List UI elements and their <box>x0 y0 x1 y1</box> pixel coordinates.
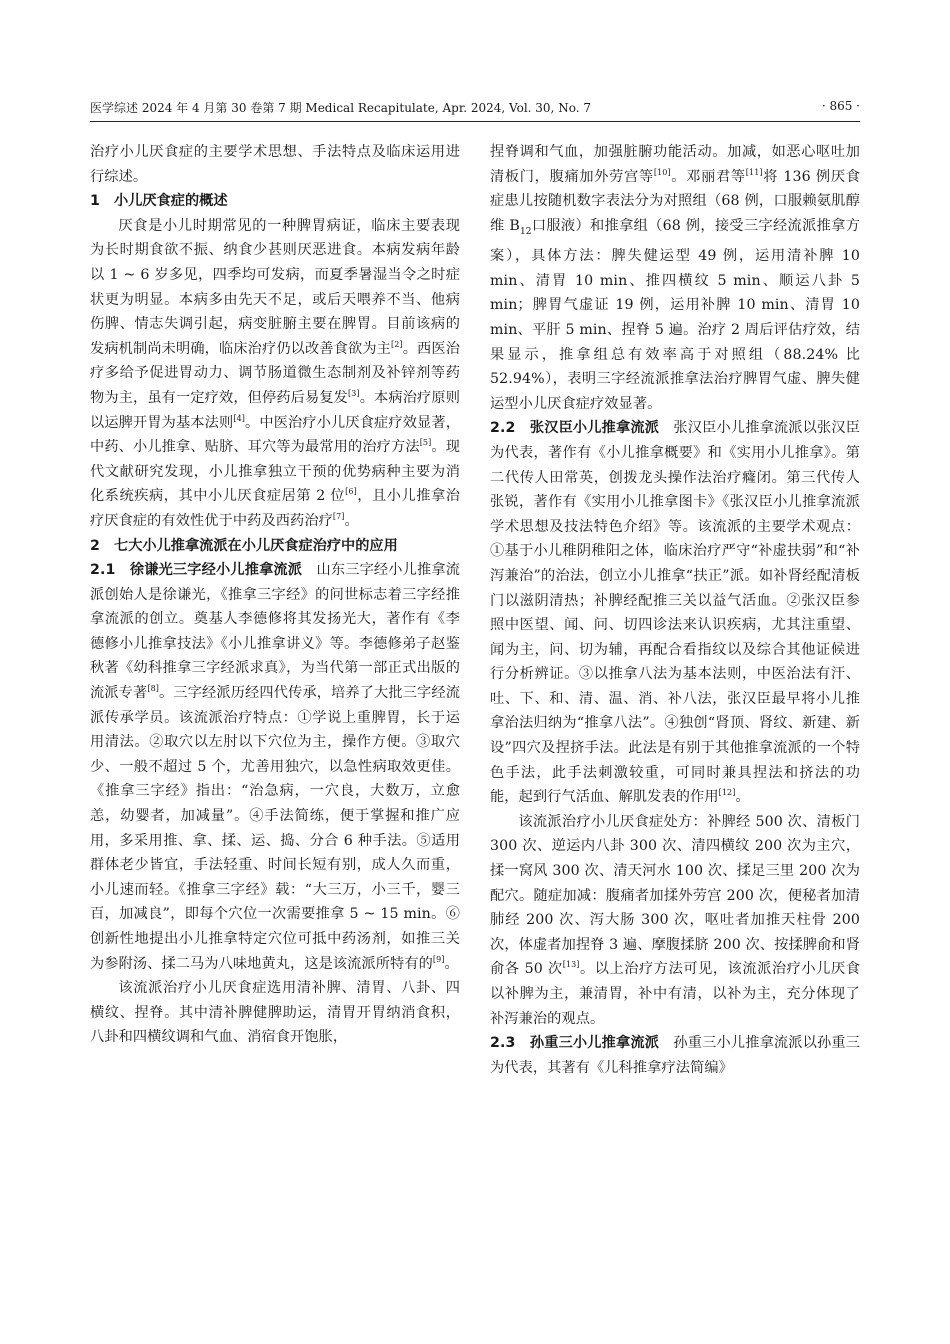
citation: [8] <box>147 684 159 694</box>
running-header <box>90 97 860 119</box>
citation: [4] <box>233 413 245 423</box>
paragraph-overview <box>90 214 460 534</box>
right-column <box>490 140 860 1080</box>
text: 捏脊调和气血，加强脏腑功能活动。加减，如恶心呕吐加清板门，腹痛加外劳宫等 <box>490 144 860 185</box>
text: 。现代文献研究发现，小儿推拿独立干预的优势病种主要为消化系统疾病，其中小儿厌食症居第 2 位 <box>90 439 460 505</box>
text: 孙重三小儿推拿流派以孙重三为代表，其著有《儿科推拿疗法简编》 <box>490 1035 861 1076</box>
text: 治疗小儿厌食症的主要学术思想、手法特点及临床运用进行综述。 <box>90 144 460 185</box>
section-heading-2: 2 七大小儿推拿流派在小儿厌食症治疗中的应用 <box>90 537 398 554</box>
text: ，且小儿推拿治疗厌食症的有效性优于中药及西药治疗 <box>90 488 460 529</box>
citation: [5] <box>419 438 432 448</box>
citation: [12] <box>718 788 736 798</box>
paragraph-intro-end <box>90 140 460 189</box>
citation: [13] <box>562 960 580 970</box>
paragraph-2-3 <box>490 1031 860 1080</box>
citation: [6] <box>345 487 357 497</box>
header-rule <box>90 121 860 122</box>
text: 。 <box>344 512 359 529</box>
text: 厌食是小儿时期常见的一种脾胃病证，临床主要表现为长时期食欲不振、纳食少甚则厌恶进食。本病发病年龄以 1 ~ 6 岁多见，四季均可发病，而夏季暑湿当令之时症状更为明显。本病多由先天不足，或后天喂养不当、他病伤脾、情志失调引起，病变脏腑主要在脾胃。目前该病的发病机制尚未明确，临床治疗仍以改善食欲为主 <box>90 217 460 357</box>
journal-info: 医学综述 2024 年 4 月第 30 卷第 7 期 Medical Recapitulate, Apr. 2024, Vol. 30, No. 7 <box>90 101 591 115</box>
text: 。中医治疗小儿厌食症疗效显著，中药、小儿推拿、贴脐、耳穴等为最常用的治疗方法 <box>90 414 460 456</box>
subsection-heading-2-3: 2.3 孙重三小儿推拿流派 <box>490 1035 660 1052</box>
citation: [2] <box>391 339 403 349</box>
text: 。邓丽君等 <box>670 168 746 185</box>
paragraph-2-1-treatment <box>90 976 460 1050</box>
text: 山东三字经小儿推拿流派创始人是徐谦光，《推拿三字经》的问世标志着三字经推拿流派的创立。奠基人李德修将其发扬光大，著作有《李德修小儿推拿技法》《小儿推拿讲义》等。李德修弟子赵鉴秋著《幼科推拿三字经派求真》，为当代第一部正式出版的流派专著 <box>90 562 460 702</box>
citation: [7] <box>332 511 345 521</box>
citation: [11] <box>745 167 763 177</box>
paragraph-2-1 <box>90 558 460 976</box>
subsection-heading-2-1: 2.1 徐谦光三字经小儿推拿流派 <box>90 562 303 579</box>
subscript: 12 <box>519 226 532 237</box>
text: 该流派治疗小儿厌食症选用清补脾、清胃、八卦、四横纹、捏脊。其中清补脾健脾助运，清胃开胃纳消食积，八卦和四横纹调和气血、消宿食开饱胀， <box>90 980 460 1046</box>
citation: [10] <box>653 167 671 177</box>
paragraph-2-2 <box>490 416 860 810</box>
text: 。以上治疗方法可见，该流派治疗小儿厌食以补脾为主，兼清胃，补中有清，以补为主，充分体现了补泻兼治的观点。 <box>490 961 860 1027</box>
text: 。西医治疗多给予促进胃动力、调节肠道微生态制剂及补锌剂等药物为主，虽有一定疗效，但停药后易复发 <box>90 340 460 406</box>
paragraph-2-2-prescription <box>490 810 860 1031</box>
section-heading-1: 1 小儿厌食症的概述 <box>90 193 228 210</box>
text: 。 <box>735 789 750 806</box>
text: 口服液）和推拿组（68 例，接受三字经流派推拿方案），具体方法：脾失健运型 49 例，运用清补脾 10 min、清胃 10 min、推四横纹 5 min、顺运八卦 5 min；脾胃气虚证 19 例，运用补脾 10 min、清胃 10 min、平肝 5 min、捏脊 5 遍。治疗 2 周后评估疗效，结果显示，推拿组总有效率高于对照组（88.24% 比 52.94%），表明三字经流派推拿法治疗脾胃气虚、脾失健运型小儿厌食症疗效显著。 <box>490 217 860 412</box>
subsection-heading-2-2: 2.2 张汉臣小儿推拿流派 <box>490 420 660 437</box>
page-number: · 865 · <box>821 99 860 113</box>
left-column <box>90 140 460 1050</box>
text: 。三字经派历经四代传承，培养了大批三字经流派传承学员。该流派治疗特点：①学说上重脾胃，长于运用清法。②取穴以左肘以下穴位为主，操作方便。③取穴少、一般不超过 5 个，尤善用独穴，以急性病取效更佳。《推拿三字经》指出：“治急病，一穴良，大数万，立愈恙，幼婴者，加减量”。④手法简练，便于掌握和推广应用，多采用推、拿、揉、运、捣、分合 6 种手法。⑤适用群体老少皆宜，手法轻重、时间长短有别，成人久而重，小儿速而轻。《推拿三字经》载：“大三万，小三千，婴三百，加减良”，即每个穴位一次需要推拿 5 ~ 15 min。⑥创新性地提出小儿推拿特定穴位可抵中药汤剂，如推三关为参附汤、揉二马为八味地黄丸，这是该流派所特有的 <box>90 685 460 972</box>
text: 将 136 例厌食症患儿按随机数字表法分为对照组（68 例，口服赖氨肌醇维 B <box>490 168 861 234</box>
citation: [9] <box>432 954 445 964</box>
citation: [3] <box>348 388 360 398</box>
text: 。 <box>444 955 459 972</box>
text: 张汉臣小儿推拿流派以张汉臣为代表，著作有《小儿推拿概要》和《实用小儿推拿》。第二代传人田常英，创拨龙头操作法治疗癃闭。第三代传人张锐，著作有《实用小儿推拿图卡》《张汉臣小儿推拿流派学术思想及技法特色介绍》等。该流派的主要学术观点：①基于小儿稚阴稚阳之体，临床治疗严守“补虚扶弱”和“补泻兼治”的治法，创立小儿推拿“扶正”派。如补肾经配清板门以滋阴清热；补脾经配推三关以益气活血。②张汉臣参照中医望、闻、问、切四诊法来认识疾病，尤其注重望、闻为主，问、切为辅，再配合看指纹以及综合其他证候进行分析辨证。③以推拿八法为基本法则，中医治法有汗、吐、下、和、清、温、消、补八法，张汉臣最早将小儿推拿治法归纳为“推拿八法”。④独创“肾顶、肾纹、新建、新设”四穴及捏挤手法。此法是有别于其他推拿流派的一个特色手法，此手法刺激较重，可同时兼具捏法和挤法的功能，起到行气活血、解肌发表的作用 <box>490 420 861 806</box>
paragraph-continued <box>490 140 860 416</box>
text: 。本病治疗原则以运脾开胃为基本法则 <box>90 389 460 431</box>
text: 该流派治疗小儿厌食症处方：补脾经 500 次、清板门 300 次、逆运内八卦 300 次、清四横纹 200 次为主穴，揉一窝风 300 次、清天河水 100 次、揉足三里 200 次为配穴。随症加减：腹痛者加揉外劳宫 200 次，便秘者加清肺经 200 次、泻大肠 300 次，呕吐者加推天柱骨 200 次，体虚者加捏脊 3 遍、摩腹揉脐 200 次、按揉脾俞和肾俞各 50 次 <box>490 813 860 978</box>
